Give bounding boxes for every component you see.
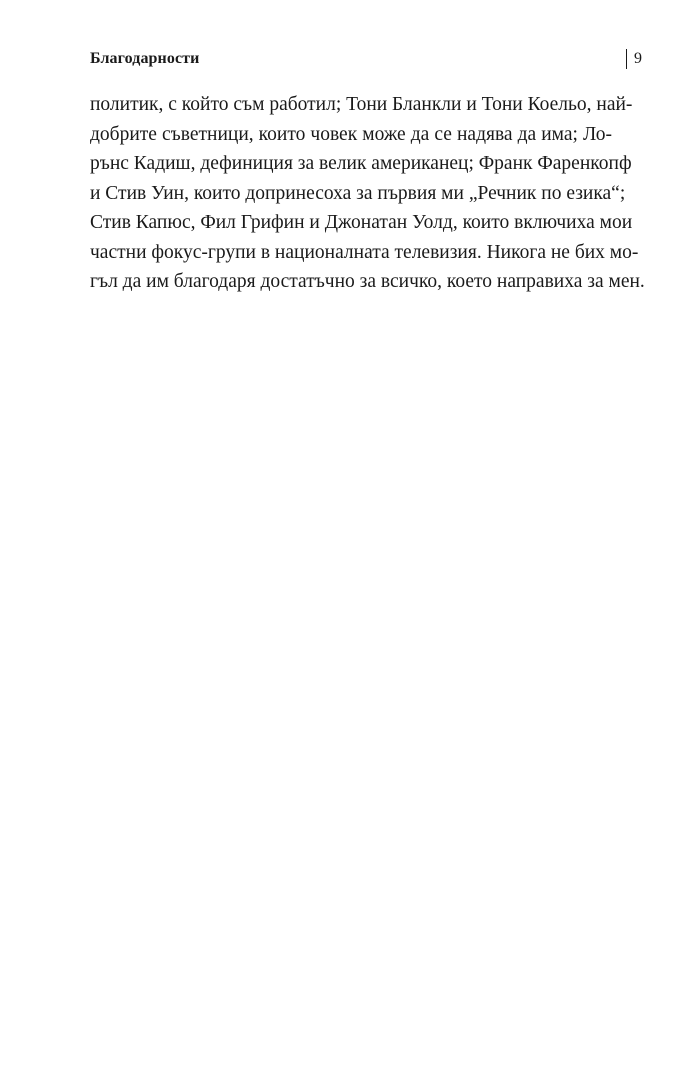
text-line: гъл да им благодаря достатъчно за всичко, което направиха за мен. [90, 271, 645, 292]
folio-divider [626, 49, 627, 69]
text-line: Стив Капюс, Фил Грифин и Джонатан Уолд, които включиха мои [90, 212, 633, 233]
text-line: и Стив Уин, които допринесоха за първия ми „Речник по езика“; [90, 182, 626, 204]
text-line: добрите съветници, които човек може да се надява да има; Ло- [90, 123, 612, 145]
folio [626, 46, 642, 72]
running-head [90, 46, 642, 72]
text-line: рънс Кадиш, дефиниция за велик американец; Франк Фаренкопф [90, 153, 632, 174]
running-title: Благодарности [90, 50, 200, 67]
body-paragraph [90, 90, 645, 297]
text-line: частни фокус-групи в националната телевизия. Никога не бих мо- [90, 241, 639, 263]
page-number: 9 [634, 50, 642, 67]
text-line: политик, с който съм работил; Тони Бланкли и Тони Коельо, най- [90, 94, 633, 115]
